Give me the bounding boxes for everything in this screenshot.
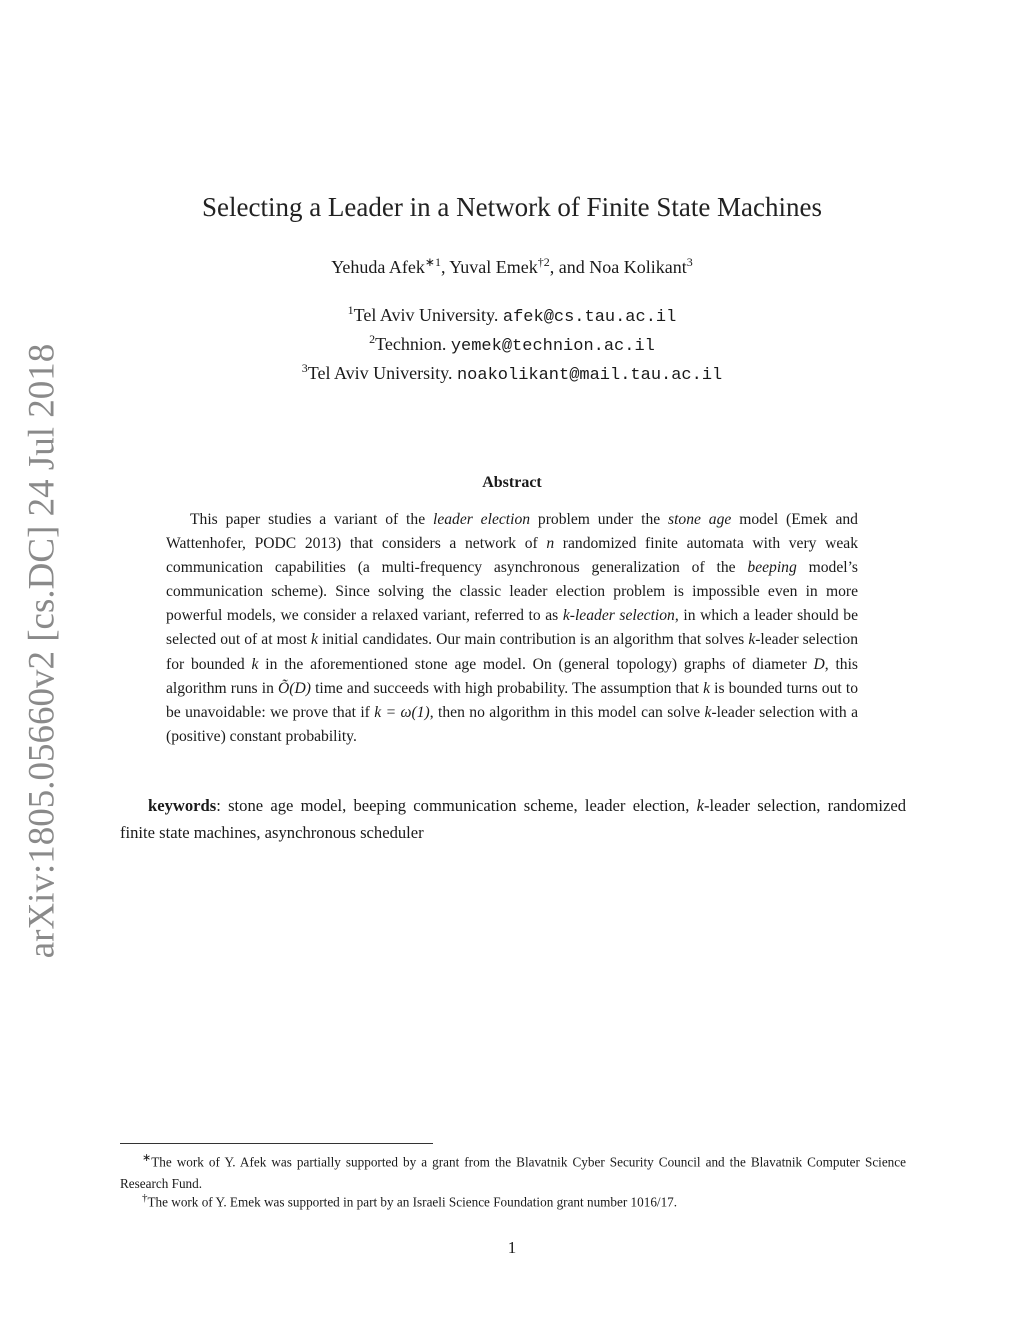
author-mark: 3: [686, 255, 693, 269]
affiliation-email[interactable]: afek@cs.tau.ac.il: [502, 308, 677, 327]
keywords-math: k: [696, 796, 704, 815]
footnote-mark: ∗: [142, 1152, 152, 1164]
abstract-math: k: [748, 631, 756, 649]
affiliation-number: 3: [301, 361, 308, 375]
paper-title: Selecting a Leader in a Network of Finite State Machines: [201, 192, 823, 222]
abstract-text: time and succeeds with high probability. The assumption that: [310, 679, 704, 697]
abstract-math: n: [546, 535, 555, 553]
affiliation: [0, 361, 1024, 385]
abstract-text: randomized finite automata with very weak communication capabilities (a multi-frequency asynchronous generalization of the: [166, 535, 859, 577]
abstract-math: D: [813, 655, 825, 673]
abstract-math: k: [703, 679, 710, 697]
keywords-label: keywords: [148, 796, 217, 815]
abstract-emphasis: k-leader selection: [562, 607, 675, 625]
author-mark: ∗1: [424, 255, 441, 269]
abstract-math: k: [704, 703, 712, 721]
affiliation: [0, 303, 1024, 327]
abstract-emphasis: leader election: [432, 511, 531, 528]
abstract-text: is bounded turns out to be unavoidable: we prove that if: [166, 679, 858, 721]
author-list: [0, 255, 1024, 278]
abstract-math: Õ(D): [278, 679, 311, 697]
abstract-math: k: [251, 655, 259, 673]
abstract-emphasis: stone age: [668, 511, 732, 528]
author-separator: ,: [440, 257, 450, 277]
footnote-text: The work of Y. Emek was supported in part by an Israeli Science Foundation grant number 1016/17.: [147, 1194, 678, 1210]
affiliation-institution: Tel Aviv University.: [353, 305, 503, 325]
author-name: Noa Kolikant: [589, 257, 687, 277]
affiliation-institution: Tel Aviv University.: [307, 363, 457, 383]
abstract-text: , then no algorithm in this model can solve: [429, 703, 705, 721]
abstract-text: This paper studies a variant of the: [190, 511, 433, 528]
affiliation-number: 2: [369, 332, 376, 346]
keywords-text: -leader selection, randomized finite state machines, asynchronous scheduler: [120, 796, 906, 842]
abstract-math: k = ω(1): [374, 703, 430, 721]
abstract-emphasis: beeping: [747, 559, 797, 577]
keywords-paragraph: [120, 792, 906, 846]
page-number: 1: [507, 1238, 517, 1257]
abstract-text: , in which a leader should be selected out of at most: [166, 607, 859, 649]
keywords-text: : stone age model, beeping communication scheme, leader election,: [216, 796, 697, 815]
abstract-text: initial candidates. Our main contribution is an algorithm that solves: [317, 631, 749, 649]
abstract-math: k: [310, 631, 318, 649]
author-name: Yehuda Afek: [331, 257, 425, 277]
abstract-text: -leader selection with a (positive) constant probability.: [166, 703, 859, 745]
affiliation-institution: Technion.: [375, 334, 451, 354]
abstract-heading: Abstract: [482, 474, 542, 491]
author-name: Yuval Emek: [449, 257, 538, 277]
abstract-text: in the aforementioned stone age model. On (general topology) graphs of diameter: [258, 655, 814, 673]
affiliation-email[interactable]: yemek@technion.ac.il: [450, 337, 655, 356]
footnote: [120, 1187, 906, 1213]
abstract-text: -leader selection for bounded: [166, 631, 858, 673]
footnote-text: The work of Y. Afek was partially supported by a grant from the Blavatnik Cyber Security Council and the Blavatnik Computer Science Research Fund.: [120, 1154, 906, 1192]
affiliation-number: 1: [347, 303, 354, 317]
abstract-text: model (Emek and Wattenhofer, PODC 2013) that considers a network of: [166, 511, 858, 553]
affiliation: [0, 332, 1024, 356]
abstract-text: , this algorithm runs in: [166, 655, 858, 697]
abstract-text: problem under the: [530, 511, 669, 528]
author-mark: †2: [537, 255, 550, 269]
author-separator: , and: [549, 257, 590, 277]
affiliation-email[interactable]: noakolikant@mail.tau.ac.il: [456, 366, 723, 385]
arxiv-identifier-text: arXiv:1805.05660v2 [cs.DC] 24 Jul 2018: [21, 343, 63, 959]
abstract-body: [166, 508, 858, 749]
footnote-divider: [120, 1143, 433, 1144]
footnote-mark: †: [142, 1192, 148, 1204]
abstract-text: model’s communication scheme). Since solving the classic leader election problem is impossible even in more powerful models, we consider a relaxed variant, referred to as: [166, 559, 858, 625]
